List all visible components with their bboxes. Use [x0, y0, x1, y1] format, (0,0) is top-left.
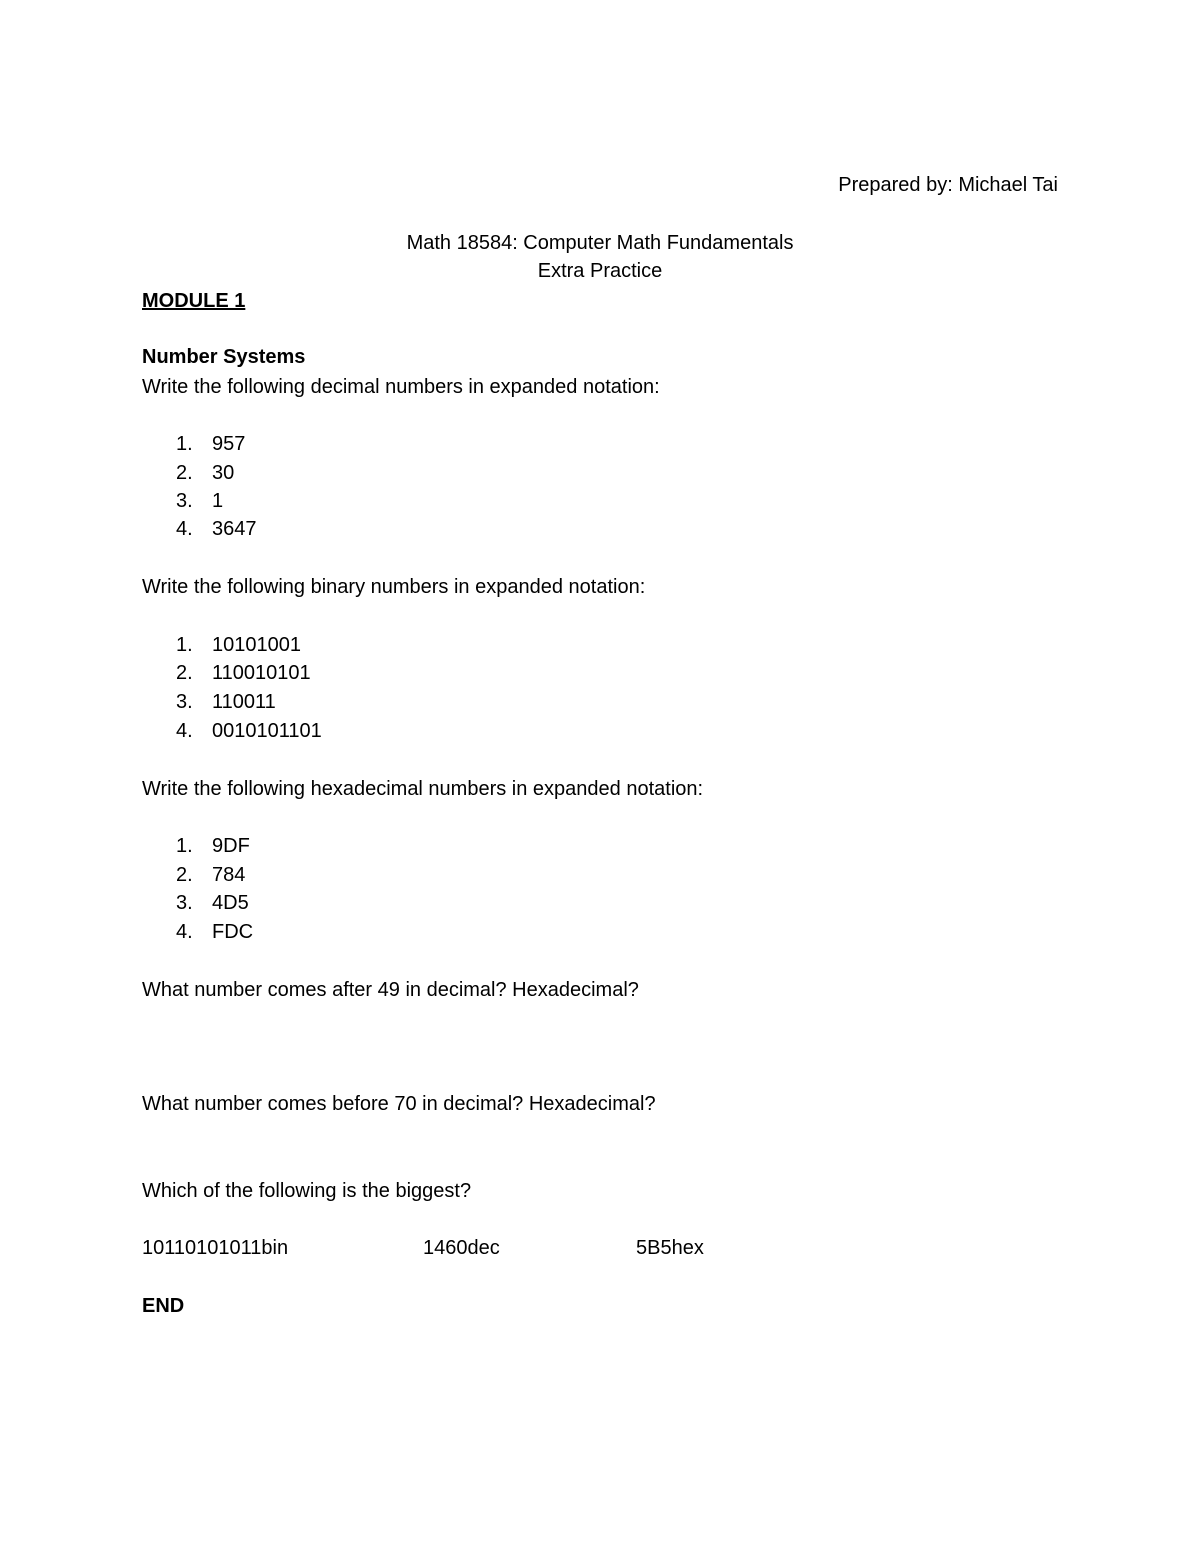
list-value: 10101001 — [212, 634, 301, 656]
document-title: Math 18584: Computer Math Fundamentals — [406, 232, 794, 254]
question-before: What number comes before 70 in decimal? Hexadecimal? — [142, 1093, 656, 1115]
list-number: 2. — [176, 662, 193, 684]
list-value: FDC — [212, 921, 254, 943]
document-subtitle: Extra Practice — [537, 260, 663, 282]
list-number: 1. — [176, 433, 193, 455]
question-biggest: Which of the following is the biggest? — [142, 1180, 472, 1202]
list-number: 2. — [176, 462, 193, 484]
list-number: 1. — [176, 634, 193, 656]
list-value: 0010101101 — [212, 720, 322, 742]
module-heading: MODULE 1 — [142, 290, 246, 312]
list-number: 1. — [176, 835, 193, 857]
list-number: 4. — [176, 921, 193, 943]
list-value: 30 — [212, 462, 235, 484]
list-value: 110011 — [212, 691, 276, 713]
choice-decimal: 1460dec — [423, 1237, 500, 1259]
list-value: 9DF — [212, 835, 250, 857]
list-value: 784 — [212, 864, 246, 886]
list-number: 3. — [176, 892, 193, 914]
end-label: END — [142, 1295, 185, 1317]
list-number: 3. — [176, 691, 193, 713]
list-value: 957 — [212, 433, 246, 455]
decimal-prompt: Write the following decimal numbers in expanded notation: — [142, 376, 660, 398]
list-number: 4. — [176, 518, 193, 540]
hex-prompt: Write the following hexadecimal numbers in expanded notation: — [142, 778, 704, 800]
list-number: 4. — [176, 720, 193, 742]
section-heading: Number Systems — [142, 346, 306, 368]
choice-hex: 5B5hex — [636, 1237, 704, 1259]
list-number: 2. — [176, 864, 193, 886]
list-value: 110010101 — [212, 662, 311, 684]
question-after: What number comes after 49 in decimal? Hexadecimal? — [142, 979, 639, 1001]
choice-binary: 10110101011bin — [142, 1237, 289, 1259]
prepared-by: Prepared by: Michael Tai — [838, 174, 1058, 196]
list-value: 3647 — [212, 518, 257, 540]
binary-prompt: Write the following binary numbers in expanded notation: — [142, 576, 646, 598]
list-number: 3. — [176, 490, 193, 512]
list-value: 1 — [212, 490, 224, 512]
list-value: 4D5 — [212, 892, 249, 914]
